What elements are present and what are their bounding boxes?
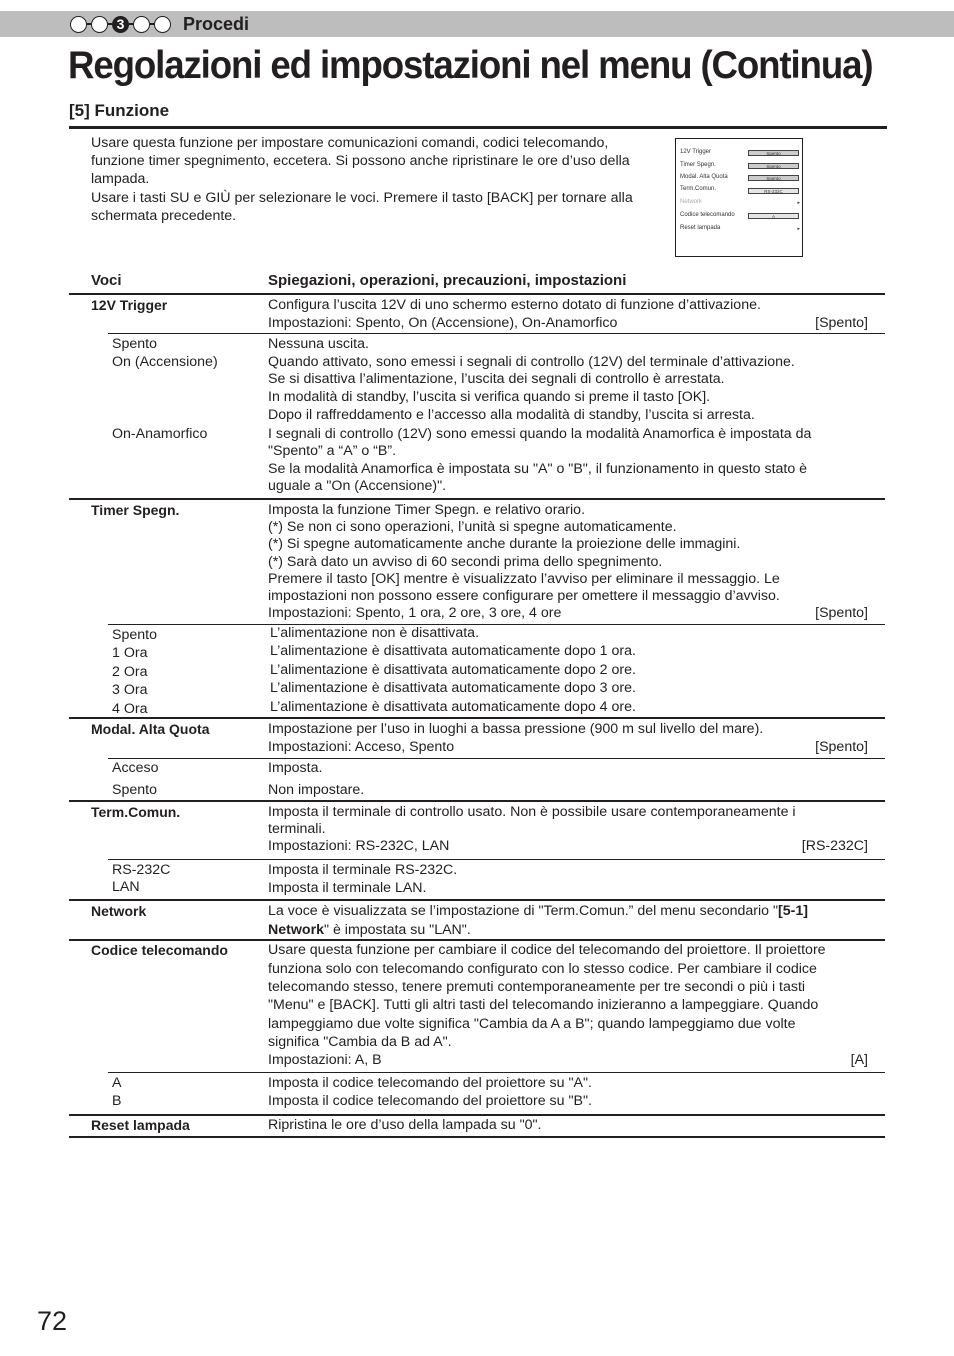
row-desc: Imposta il terminale di controllo usato. Non è possibile usare contemporaneamente i bbox=[268, 804, 796, 820]
osd-item-label: Modal. Alta Quota bbox=[680, 174, 728, 180]
option-name: 4 Ora bbox=[112, 701, 148, 717]
osd-item-label: Term.Comun. bbox=[680, 186, 717, 192]
row-name: Network bbox=[91, 903, 147, 919]
option-name: On-Anamorfico bbox=[112, 426, 208, 442]
row-desc: telecomando stesso, tenere premuti contemporaneamente per tre secondi o più i tasti bbox=[268, 979, 806, 995]
option-desc: Non impostare. bbox=[268, 782, 365, 798]
step-2-icon bbox=[91, 16, 108, 33]
section-divider bbox=[69, 126, 887, 129]
option-desc: Imposta il codice telecomando del proiettore su "B". bbox=[268, 1093, 592, 1109]
option-desc: Se si disattiva l’alimentazione, l’uscita dei segnali di controllo è arrestata. bbox=[268, 371, 725, 387]
row-desc: Ripristina le ore d’uso della lampada su "0". bbox=[268, 1117, 542, 1133]
table-divider bbox=[69, 800, 885, 802]
osd-arrow-icon: ▸ bbox=[797, 226, 800, 232]
section-label: Procedi bbox=[183, 13, 250, 34]
step-indicator bbox=[70, 13, 249, 35]
row-desc bbox=[268, 902, 808, 920]
option-name: LAN bbox=[112, 879, 140, 895]
row-desc: Impostazioni: Spento, On (Accensione), On-Anamorfico bbox=[268, 315, 618, 331]
osd-item-value: Spento bbox=[748, 163, 799, 169]
osd-item-value: A bbox=[748, 213, 799, 219]
option-name: Spento bbox=[112, 336, 157, 352]
row-desc: significa "Cambia da B ad A". bbox=[268, 1034, 452, 1050]
column-header-voci: Voci bbox=[91, 272, 122, 289]
option-desc: Quando attivato, sono emessi i segnali di controllo (12V) del terminale d’attivazione. bbox=[268, 354, 795, 370]
row-name: 12V Trigger bbox=[91, 297, 168, 313]
row-desc: (*) Si spegne automaticamente anche durante la proiezione delle immagini. bbox=[268, 536, 741, 552]
row-desc: (*) Se non ci sono operazioni, l’unità si spegne automaticamente. bbox=[268, 519, 677, 535]
osd-item-value: RS-232C bbox=[748, 188, 799, 194]
option-desc: Imposta il terminale RS-232C. bbox=[268, 862, 458, 878]
osd-item-value: Spento bbox=[748, 175, 799, 181]
option-desc: Imposta il terminale LAN. bbox=[268, 880, 427, 896]
intro-paragraph: Usare questa funzione per impostare comunicazioni comandi, codici telecomando, funzione timer spegnimento, eccetera. Si possono anche ripristinare le ore d’uso della lampada. bbox=[91, 135, 630, 188]
row-name: Modal. Alta Quota bbox=[91, 721, 210, 737]
default-value: [RS-232C] bbox=[801, 838, 868, 854]
column-header-desc: Spiegazioni, operazioni, precauzioni, impostazioni bbox=[268, 272, 627, 289]
row-desc: terminali. bbox=[268, 821, 326, 837]
option-name: Spento bbox=[112, 782, 157, 798]
row-name: Reset lampada bbox=[91, 1117, 190, 1133]
osd-item-label: Network bbox=[680, 199, 703, 205]
row-desc: funziona solo con telecomando configurato con lo stesso codice. Per cambiare il codice bbox=[268, 961, 817, 977]
option-name: 3 Ora bbox=[112, 682, 148, 698]
page-number: 72 bbox=[37, 1306, 68, 1336]
step-1-icon bbox=[70, 16, 87, 33]
osd-item-label: Reset lampada bbox=[680, 225, 721, 231]
option-desc: Imposta il codice telecomando del proiettore su "A". bbox=[268, 1075, 592, 1091]
default-value: [A] bbox=[850, 1052, 868, 1068]
row-desc: Configura l’uscita 12V di uno schermo esterno dotato di funzione d’attivazione. bbox=[268, 297, 761, 313]
row-name: Codice telecomando bbox=[91, 942, 228, 958]
osd-item-label: Timer Spegn. bbox=[680, 162, 716, 168]
table-divider bbox=[69, 498, 885, 500]
row-desc: Impostazioni: Acceso, Spento bbox=[268, 739, 455, 755]
osd-item-label: Codice telecomando bbox=[680, 212, 735, 218]
osd-item-value: Spento bbox=[748, 150, 799, 156]
row-desc: "Menu" e [BACK]. Tutti gli altri tasti del telecomando inizieranno a lampeggiare. Quando bbox=[268, 997, 819, 1013]
option-name: A bbox=[112, 1075, 122, 1091]
step-5-icon bbox=[154, 16, 171, 33]
option-desc: Imposta. bbox=[268, 760, 323, 776]
row-desc: Impostazioni: A, B bbox=[268, 1052, 382, 1068]
table-divider bbox=[69, 899, 885, 901]
desc-text: La voce è visualizzata se l’impostazione di "Term.Comun.” del menu secondario " bbox=[268, 903, 779, 919]
default-value: [Spento] bbox=[815, 605, 868, 621]
option-desc: uguale a "On (Accensione)". bbox=[268, 478, 447, 494]
desc-text: " è impostata su "LAN". bbox=[323, 922, 471, 938]
option-desc: Dopo il raffreddamento e l’accesso alla modalità di standby, l’uscita si arresta. bbox=[268, 407, 755, 423]
default-value: [Spento] bbox=[815, 739, 868, 755]
option-desc: L’alimentazione è disattivata automaticamente dopo 2 ore. bbox=[270, 662, 636, 678]
option-name: Acceso bbox=[112, 760, 159, 776]
sub-divider bbox=[108, 758, 885, 759]
sub-divider bbox=[108, 859, 885, 860]
option-name: On (Accensione) bbox=[112, 354, 218, 370]
table-divider bbox=[69, 1136, 885, 1138]
intro-paragraph: Usare i tasti SU e GIÙ per selezionare le voci. Premere il tasto [BACK] per tornare alla schermata precedente. bbox=[91, 189, 633, 224]
row-desc: Impostazioni: Spento, 1 ora, 2 ore, 3 ore, 4 ore bbox=[268, 605, 562, 621]
option-desc: L’alimentazione è disattivata automaticamente dopo 1 ora. bbox=[270, 643, 636, 659]
step-4-icon bbox=[133, 16, 150, 33]
option-name: 2 Ora bbox=[112, 664, 148, 680]
option-name: Spento bbox=[112, 627, 157, 643]
intro-text bbox=[91, 134, 661, 225]
option-desc: I segnali di controllo (12V) sono emessi quando la modalità Anamorfica è impostata da bbox=[268, 426, 812, 442]
option-desc: L’alimentazione è disattivata automaticamente dopo 4 ore. bbox=[270, 699, 636, 715]
osd-item-label: 12V Trigger bbox=[680, 149, 712, 155]
row-desc: (*) Sarà dato un avviso di 60 secondi prima dello spegnimento. bbox=[268, 554, 663, 570]
option-name: B bbox=[112, 1093, 122, 1109]
row-desc: impostazioni non possono essere configurare per omettere il messaggio d’avviso. bbox=[268, 588, 780, 604]
sub-divider bbox=[108, 624, 885, 625]
option-desc: "Spento” a “A” o “B”. bbox=[268, 443, 397, 459]
row-desc: lampeggiamo due volte significa "Cambia da A a B"; quando lampeggiamo due volte bbox=[268, 1016, 796, 1032]
row-desc: Impostazioni: RS-232C, LAN bbox=[268, 838, 450, 854]
table-divider bbox=[69, 717, 885, 719]
step-3-active-icon: 3 bbox=[112, 16, 129, 33]
row-desc: Impostazione per l’uso in luoghi a bassa pressione (900 m sul livello del mare). bbox=[268, 721, 764, 737]
default-value: [Spento] bbox=[815, 315, 868, 331]
option-name: 1 Ora bbox=[112, 645, 148, 661]
table-divider bbox=[69, 293, 885, 295]
desc-bold: Network bbox=[268, 922, 324, 938]
osd-menu-illustration bbox=[675, 138, 803, 257]
page-title: Regolazioni ed impostazioni nel menu (Continua) bbox=[68, 44, 873, 87]
option-desc: Se la modalità Anamorfica è impostata su "A" o "B", il funzionamento in questo stato è bbox=[268, 461, 808, 477]
row-desc bbox=[268, 921, 471, 939]
option-desc: L’alimentazione è disattivata automaticamente dopo 3 ore. bbox=[270, 680, 636, 696]
option-name: RS-232C bbox=[112, 862, 171, 878]
option-desc: L’alimentazione non è disattivata. bbox=[270, 625, 480, 641]
desc-bold: [5-1] bbox=[778, 903, 808, 919]
row-desc: Imposta la funzione Timer Spegn. e relativo orario. bbox=[268, 502, 586, 518]
osd-arrow-icon: ▸ bbox=[797, 200, 800, 206]
row-name: Timer Spegn. bbox=[91, 502, 180, 518]
row-desc: Usare questa funzione per cambiare il codice del telecomando del proiettore. Il proiettore bbox=[268, 942, 826, 958]
row-name: Term.Comun. bbox=[91, 804, 181, 820]
sub-divider bbox=[108, 333, 885, 334]
option-desc: In modalità di standby, l’uscita si verifica quando si preme il tasto [OK]. bbox=[268, 389, 711, 405]
section-heading: [5] Funzione bbox=[69, 101, 170, 120]
row-desc: Premere il tasto [OK] mentre è visualizzato l’avviso per eliminare il messaggio. Le bbox=[268, 571, 780, 587]
option-desc: Nessuna uscita. bbox=[268, 336, 369, 352]
sub-divider bbox=[108, 1072, 885, 1073]
